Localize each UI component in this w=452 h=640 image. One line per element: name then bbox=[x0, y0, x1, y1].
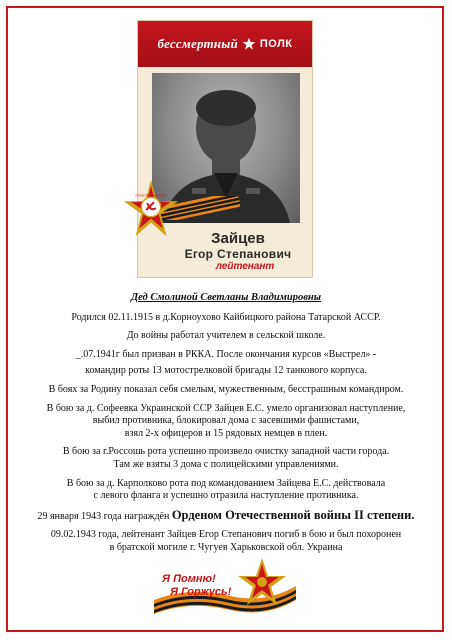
bio-line: 09.02.1943 года, лейтенант Зайцев Егор Степанович погиб в бою и был похоронен bbox=[50, 529, 402, 541]
i-remember-emblem bbox=[150, 556, 300, 620]
bio-paragraph-birth: Родился 02.11.1915 в д.Корноухово Кайбицкого района Татарской АССР. bbox=[71, 311, 381, 323]
bio-line: В бою за д. Карполково рота под командованием Зайцева Е.С. действовала bbox=[66, 477, 386, 489]
bio-paragraph-command: командир роты 13 мотострелковой бригады 12 танкового корпуса. bbox=[85, 365, 367, 377]
bio-line: В бою за г.Россошь рота успешно произвело очистку западной части города. bbox=[62, 446, 390, 458]
bio-paragraph-conscription bbox=[14, 349, 438, 362]
red-star-icon bbox=[242, 37, 256, 51]
bio-line: в братской могиле г. Чугуев Харьковской обл. Украина bbox=[109, 541, 343, 553]
biography-text bbox=[14, 292, 438, 561]
bio-line: с левого фланга и успешно отразила наступление противника. bbox=[93, 490, 359, 502]
bio-paragraph-courage: В боях за Родину показал себя смелым, мужественным, бесстрашным командиром. bbox=[48, 383, 404, 395]
bio-paragraph-karpolkovo bbox=[14, 478, 438, 503]
dedication-heading: Дед Смолиной Светланы Владимировны bbox=[130, 292, 322, 303]
order-inscription: ОТЕЧЕСТВЕННАЯ ВОЙНА bbox=[135, 194, 167, 198]
emblem-line1: Я Помню! bbox=[162, 573, 216, 585]
award-name: Орденом Отечественной войны II степени. bbox=[171, 507, 415, 522]
award-prefix: 29 января 1943 года награждён bbox=[37, 510, 172, 522]
banner-right-text: ПОЛК bbox=[259, 38, 293, 50]
soldier-given-names: Егор Степанович bbox=[184, 247, 292, 261]
soldier-surname: Зайцев bbox=[211, 230, 265, 247]
bio-line: выбил противника, блокировал дома с засевшими фашистами, bbox=[92, 415, 360, 427]
bio-paragraph-rossosh bbox=[14, 446, 438, 471]
soldier-rank: лейтенант bbox=[215, 261, 275, 272]
bio-line: Там же взяты 3 дома с полицейскими управлениями. bbox=[113, 458, 339, 470]
bio-line: В бою за д. Софеевка Украинской ССР Зайцев Е.С. умело организовал наступление, bbox=[46, 402, 406, 414]
emblem-line2: Я Горжусь! bbox=[170, 586, 232, 598]
bio-line: _.07.1941г был призван в РККА. После окончания курсов «Выстрел» - bbox=[75, 348, 377, 360]
patriotic-war-order-icon bbox=[122, 180, 180, 238]
bio-line: взял 2-х офицеров и 15 рядовых немцев в плен. bbox=[124, 427, 328, 439]
bio-paragraph-prewar: До войны работал учителем в сельской школе. bbox=[126, 330, 326, 342]
bio-paragraph-sofeevka bbox=[14, 403, 438, 441]
bio-paragraph-award bbox=[14, 509, 438, 524]
banner-left-text: бессмертный bbox=[157, 36, 238, 51]
immortal-regiment-poster bbox=[137, 20, 313, 278]
bio-paragraph-death bbox=[14, 529, 438, 554]
poster-banner bbox=[138, 21, 312, 67]
